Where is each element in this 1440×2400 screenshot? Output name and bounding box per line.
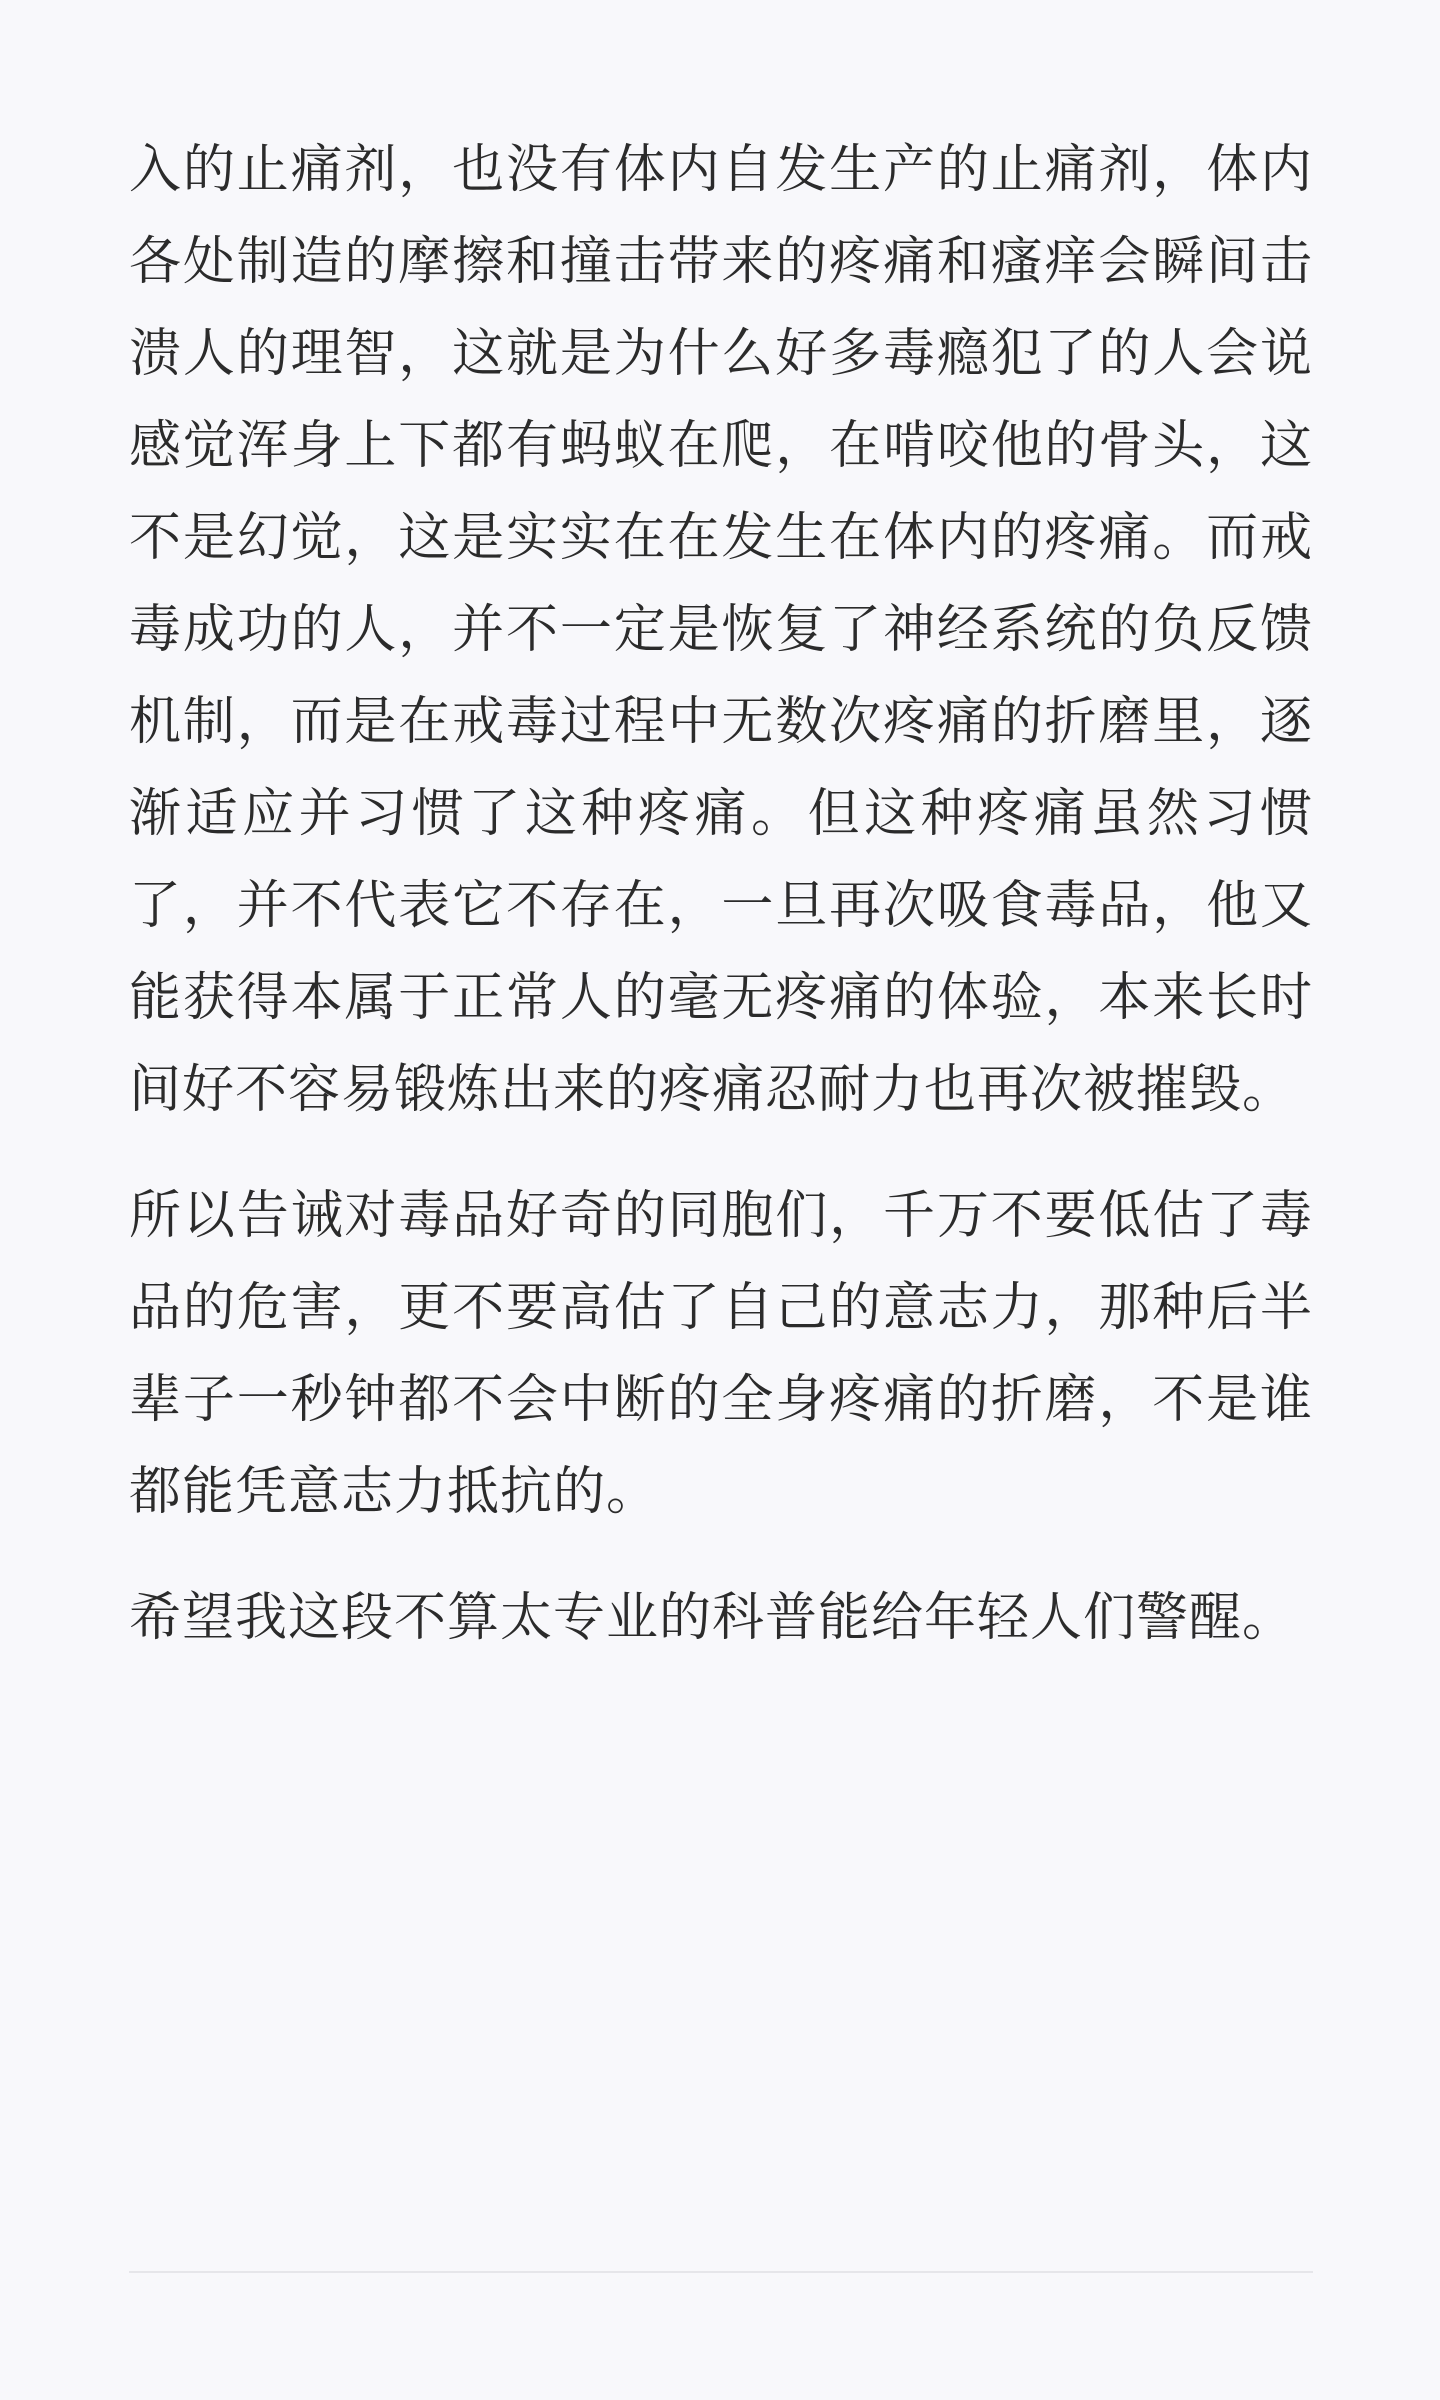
paragraph-1: 入的止痛剂，也没有体内自发生产的止痛剂，体内各处制造的摩擦和撞击带来的疼痛和瘙痒会瞬间击溃人的理智，这就是为什么好多毒瘾犯了的人会说感觉浑身上下都有蚂蚁在爬，在啃咬他的骨头，这不是幻觉，这是实实在在发生在体内的疼痛。而戒毒成功的人，并不一定是恢复了神经系统的负反馈机制，而是在戒毒过程中无数次疼痛的折磨里，逐渐适应并习惯了这种疼痛。但这种疼痛虽然习惯了，并不代表它不存在，一旦再次吸食毒品，他又能获得本属于正常人的毫无疼痛的体验，本来长时间好不容易锻炼出来的疼痛忍耐力也再次被摧毁。: [129, 140, 1313, 1120]
footer-divider: [129, 2271, 1313, 2273]
paragraph-3: 希望我这段不算太专业的科普能给年轻人们警醒。: [129, 1588, 1296, 1648]
paragraph-2: 所以告诫对毒品好奇的同胞们，千万不要低估了毒品的危害，更不要高估了自己的意志力，那种后半辈子一秒钟都不会中断的全身疼痛的折磨，不是谁都能凭意志力抵抗的。: [129, 1186, 1313, 1522]
article-body: [129, 124, 1313, 1664]
